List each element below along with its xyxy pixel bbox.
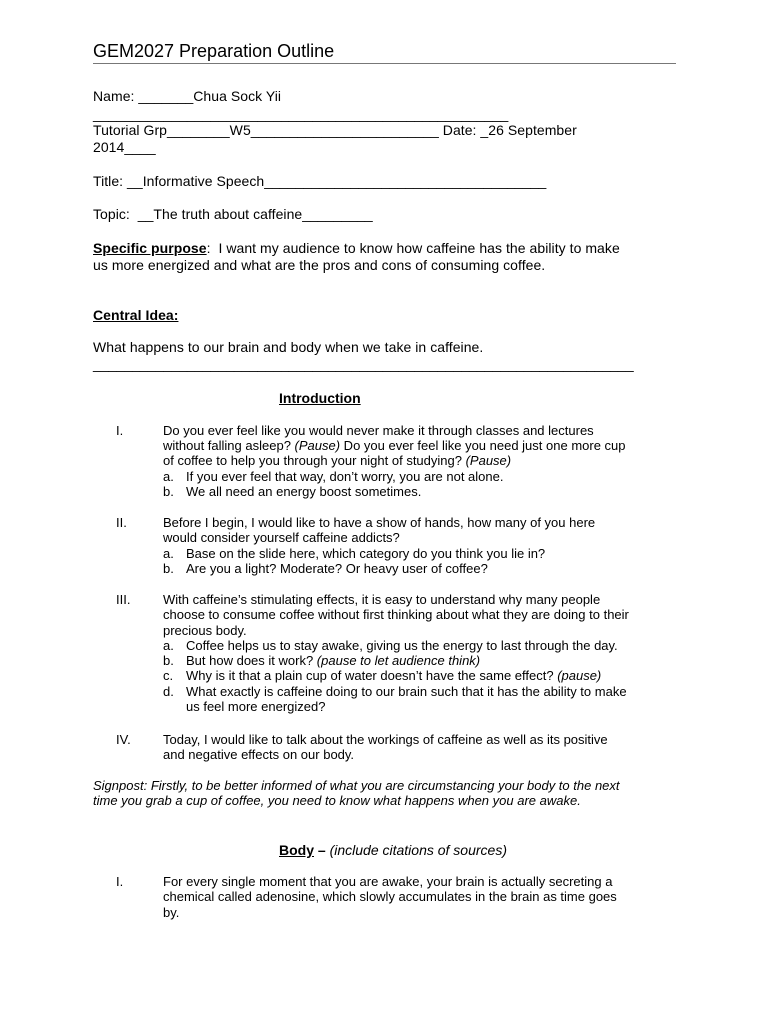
intro-item-3-line-3: precious body. bbox=[163, 623, 247, 638]
body-item-1-line-3: by. bbox=[163, 905, 180, 920]
tutorial-date-field: Tutorial Grp________W5________________________ Date: _26 September bbox=[93, 122, 577, 138]
intro-item-1-sub-letter: a. bbox=[163, 469, 174, 484]
specific-purpose-label: Specific purpose bbox=[93, 240, 207, 256]
body-heading: Body – (include citations of sources) bbox=[279, 842, 507, 858]
intro-item-1-line-1: Do you ever feel like you would never make it through classes and lectures bbox=[163, 423, 594, 438]
name-rule: _____________________________________________________ bbox=[93, 106, 509, 122]
intro-item-1-sub-letter: b. bbox=[163, 484, 174, 499]
signpost-line-2: time you grab a cup of coffee, you need to know what happens when you are awake. bbox=[93, 793, 581, 808]
intro-item-3-sub-letter: c. bbox=[163, 668, 174, 683]
body-numeral-1: I. bbox=[116, 874, 124, 889]
intro-item-3-line-1: With caffeine’s stimulating effects, it is easy to understand why many people bbox=[163, 592, 601, 607]
specific-purpose-text: I want my audience to know how caffeine has the ability to make bbox=[210, 240, 620, 256]
intro-numeral-2: II. bbox=[116, 515, 127, 530]
intro-item-2-sub-b: Are you a light? Moderate? Or heavy user of coffee? bbox=[186, 561, 488, 576]
central-idea-text: What happens to our brain and body when we take in caffeine. bbox=[93, 339, 484, 355]
tutorial-date-field-cont: 2014____ bbox=[93, 139, 156, 155]
intro-item-3-sub-c: Why is it that a plain cup of water doesn’t have the same effect? (pause) bbox=[186, 668, 602, 683]
intro-numeral-1: I. bbox=[116, 423, 124, 438]
intro-item-1-line-3: of coffee to help you through your night of studying? (Pause) bbox=[163, 453, 512, 468]
intro-item-3-sub-d: What exactly is caffeine doing to our brain such that it has the ability to make bbox=[186, 684, 627, 699]
intro-item-2-line-2: would consider yourself caffeine addicts? bbox=[163, 530, 400, 545]
document-title: GEM2027 Preparation Outline bbox=[93, 40, 676, 64]
intro-item-3-sub-b: But how does it work? (pause to let audience think) bbox=[186, 653, 481, 668]
specific-purpose-text-cont: us more energized and what are the pros and cons of consuming coffee. bbox=[93, 257, 546, 273]
signpost-line-1: Signpost: Firstly, to be better informed of what you are circumstancing your body to the next bbox=[93, 778, 620, 793]
body-item-1-line-1: For every single moment that you are awake, your brain is actually secreting a bbox=[163, 874, 613, 889]
intro-item-1-line-2: without falling asleep? (Pause) Do you ever feel like you need just one more cup bbox=[163, 438, 626, 453]
intro-item-1-sub-a: If you ever feel that way, don’t worry, you are not alone. bbox=[186, 469, 504, 484]
intro-item-2-sub-letter: a. bbox=[163, 546, 174, 561]
intro-item-4-line-1: Today, I would like to talk about the workings of caffeine as well as its positive bbox=[163, 732, 608, 747]
intro-numeral-4: IV. bbox=[116, 732, 131, 747]
intro-numeral-3: III. bbox=[116, 592, 131, 607]
intro-item-2-sub-a: Base on the slide here, which category do you think you lie in? bbox=[186, 546, 546, 561]
intro-item-1-sub-b: We all need an energy boost sometimes. bbox=[186, 484, 422, 499]
introduction-heading: Introduction bbox=[279, 390, 361, 406]
name-field: Name: _______Chua Sock Yii bbox=[93, 88, 282, 104]
title-field: Title: __Informative Speech____________________________________ bbox=[93, 173, 547, 189]
intro-item-3-sub-d-cont: us feel more energized? bbox=[186, 699, 326, 714]
central-idea-rule: _____________________________________________________________________ bbox=[93, 356, 634, 372]
intro-item-3-sub-letter: a. bbox=[163, 638, 174, 653]
central-idea-label: Central Idea: bbox=[93, 307, 179, 323]
specific-purpose-line bbox=[93, 240, 620, 256]
intro-item-2-line-1: Before I begin, I would like to have a show of hands, how many of you here bbox=[163, 515, 596, 530]
intro-item-2-sub-letter: b. bbox=[163, 561, 174, 576]
intro-item-3-sub-letter: d. bbox=[163, 684, 174, 699]
intro-item-3-sub-a: Coffee helps us to stay awake, giving us the energy to last through the day. bbox=[186, 638, 618, 653]
intro-item-4-line-2: and negative effects on our body. bbox=[163, 747, 355, 762]
intro-item-3-line-2: choose to consume coffee without first thinking about what they are doing to their bbox=[163, 607, 629, 622]
topic-field: Topic: __The truth about caffeine_________ bbox=[93, 206, 373, 222]
specific-purpose-colon: : bbox=[206, 240, 211, 256]
body-item-1-line-2: chemical called adenosine, which slowly accumulates in the brain as time goes bbox=[163, 889, 617, 904]
intro-item-3-sub-letter: b. bbox=[163, 653, 174, 668]
